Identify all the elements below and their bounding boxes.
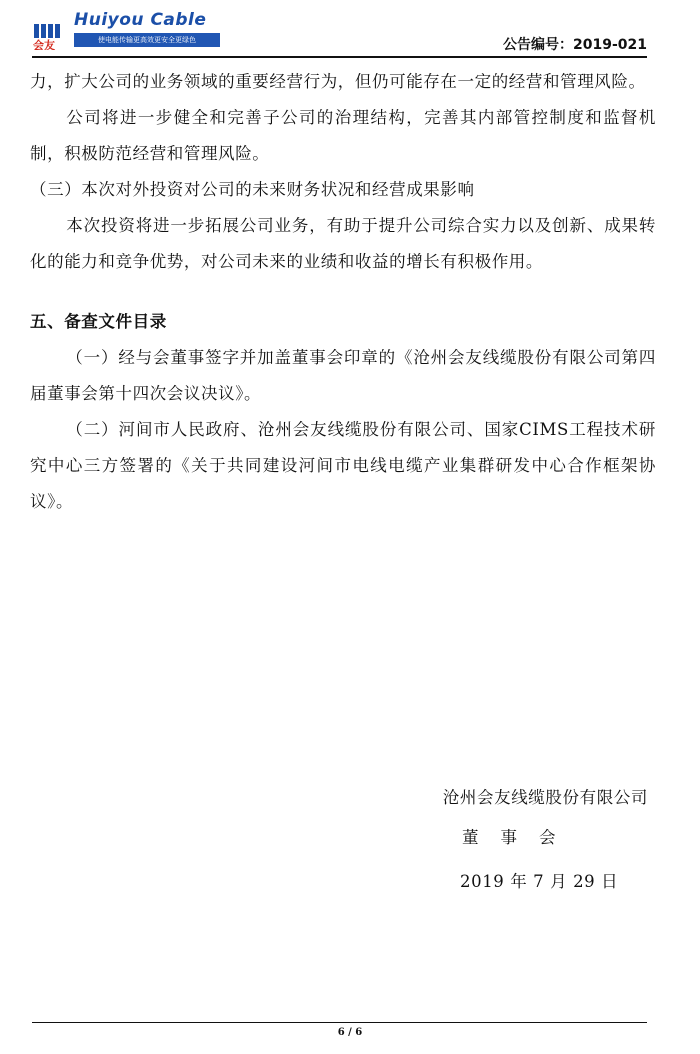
reference-doc-item-2: （二）河间市人民政府、沧州会友线缆股份有限公司、国家CIMS工程技术研究中心三方签署的《关于共同建设河间市电线电缆产业集群研发中心合作框架协议》。 <box>30 420 656 511</box>
paragraph-governance: 公司将进一步健全和完善子公司的治理结构，完善其内部管控制度和监督机制，积极防范经营和管理风险。 <box>30 108 656 163</box>
company-logo <box>32 10 222 50</box>
logo-tagline: 使电能传输更高效更安全更绿色 <box>74 33 220 47</box>
signature-board: 董事会 <box>462 828 578 847</box>
footer-divider <box>32 1022 647 1023</box>
signature-date: 2019 年 7 月 29 日 <box>460 872 619 891</box>
document-body <box>30 64 656 520</box>
signature-company: 沧州会友线缆股份有限公司 <box>442 788 648 807</box>
notice-number: 公告编号：2019-021 <box>503 37 647 53</box>
logo-cn-text: 会友 <box>33 39 55 50</box>
reference-doc-item-1: （一）经与会董事签字并加盖董事会印章的《沧州会友线缆股份有限公司第四届董事会第十四次会议决议》。 <box>30 348 656 403</box>
header-divider <box>32 56 647 58</box>
page-header <box>32 10 647 54</box>
subsection-heading-impact: （三）本次对外投资对公司的未来财务状况和经营成果影响 <box>30 180 475 199</box>
page-number: 6 / 6 <box>337 1027 363 1038</box>
logo-wordmark: Huiyou Cable <box>74 10 207 30</box>
paragraph-impact: 本次投资将进一步拓展公司业务，有助于提升公司综合实力以及创新、成果转化的能力和竞争优势，对公司未来的业绩和收益的增长有积极作用。 <box>30 216 656 271</box>
paragraph-risk-continued: 力，扩大公司的业务领域的重要经营行为，但仍可能存在一定的经营和管理风险。 <box>30 72 646 91</box>
section-title-reference-docs: 五、备查文件目录 <box>30 312 167 331</box>
logo-mark-icon <box>32 24 68 50</box>
